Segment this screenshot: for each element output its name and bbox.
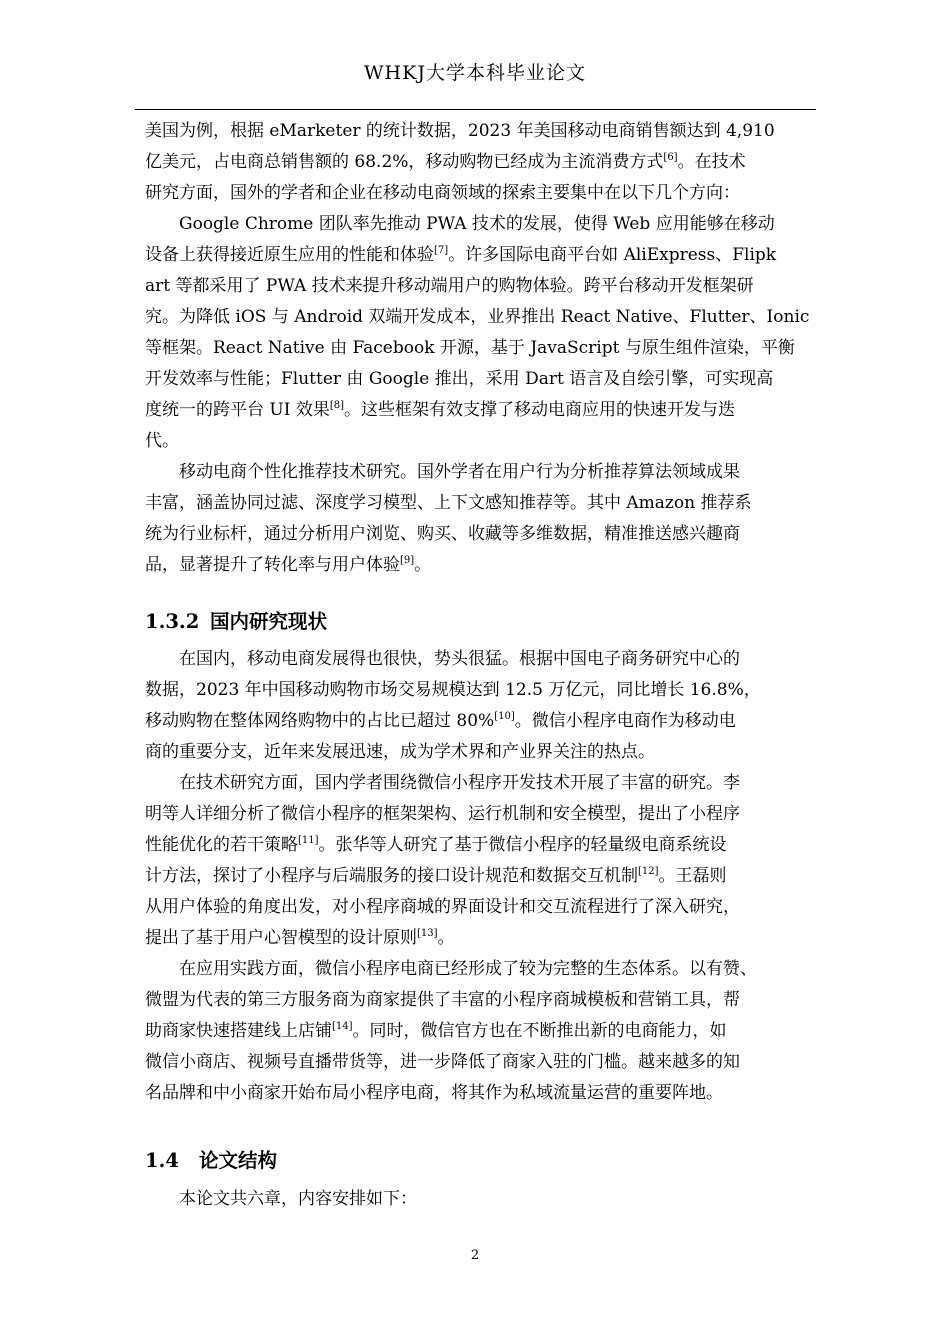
- paragraph-pwa-crossplatform: [145, 209, 813, 457]
- text-run: 从用户体验的角度出发，对小程序商城的界面设计和交互流程进行了深入研究，: [145, 897, 740, 917]
- paragraph-domestic-tech: [145, 768, 813, 954]
- text-line: [145, 395, 813, 426]
- text-line: [145, 364, 813, 395]
- text-run: 。: [437, 928, 455, 948]
- text-line: [145, 799, 813, 830]
- text-run: 等框架。React Native 由 Facebook 开源，基于 JavaScript 与原生组件渲染，平衡: [145, 338, 795, 358]
- citation-marker: [12]: [638, 866, 659, 877]
- text-line: [145, 1184, 813, 1215]
- text-line: [145, 333, 813, 364]
- text-run: 品，显著提升了转化率与用户体验: [145, 555, 400, 575]
- text-run: 。张华等人研究了基于微信小程序的轻量级电商系统设: [318, 835, 727, 855]
- text-run: 移动电商个性化推荐技术研究。国外学者在用户行为分析推荐算法领域成果: [145, 462, 740, 482]
- text-run: Google Chrome 团队率先推动 PWA 技术的发展，使得 Web 应用能够在移动: [145, 214, 775, 234]
- text-line: [145, 985, 813, 1016]
- paragraph-domestic-market: [145, 644, 813, 768]
- citation-marker: [13]: [417, 928, 438, 939]
- text-run: 代。: [145, 431, 179, 451]
- text-run: 商的重要分支，近年来发展迅速，成为学术界和产业界关注的热点。: [145, 742, 655, 762]
- text-line: [145, 706, 813, 737]
- text-run: 。: [414, 555, 432, 575]
- text-line: [145, 209, 813, 240]
- section-heading-1-4: [145, 1145, 277, 1173]
- text-line: [145, 768, 813, 799]
- citation-marker: [14]: [332, 1021, 353, 1032]
- text-line: [145, 923, 813, 954]
- paragraph-overseas-stats: [145, 116, 813, 209]
- text-run: 微盟为代表的第三方服务商为商家提供了丰富的小程序商城模板和营销工具，帮: [145, 990, 740, 1010]
- text-line: [145, 178, 813, 209]
- text-run: 。微信小程序电商作为移动电: [514, 711, 736, 731]
- text-line: [145, 147, 813, 178]
- text-line: [145, 737, 813, 768]
- citation-marker: [9]: [400, 555, 415, 566]
- text-run: 。许多国际电商平台如 AliExpress、Flipk: [448, 245, 777, 265]
- section-number: 1.3.2: [145, 610, 200, 633]
- text-line: [145, 644, 813, 675]
- paragraph-structure-intro: [145, 1184, 813, 1215]
- text-run: 性能优化的若干策略: [145, 835, 298, 855]
- text-line: [145, 302, 813, 333]
- text-line: [145, 1078, 813, 1109]
- text-line: [145, 1047, 813, 1078]
- text-line: [145, 116, 813, 147]
- text-run: 微信小商店、视频号直播带货等，进一步降低了商家入驻的门槛。越来越多的知: [145, 1052, 740, 1072]
- text-run: 设备上获得接近原生应用的性能和体验: [145, 245, 434, 265]
- text-run: 提出了基于用户心智模型的设计原则: [145, 928, 417, 948]
- text-run: art 等都采用了 PWA 技术来提升移动端用户的购物体验。跨平台移动开发框架研: [145, 276, 754, 296]
- text-line: [145, 954, 813, 985]
- text-run: 助商家快速搭建线上店铺: [145, 1021, 332, 1041]
- page-header-title: WHKJ大学本科毕业论文: [364, 62, 586, 84]
- citation-marker: [7]: [434, 245, 449, 256]
- text-run: 统为行业标杆，通过分析用户浏览、购买、收藏等多维数据，精准推送感兴趣商: [145, 524, 740, 544]
- text-line: [145, 426, 813, 457]
- text-run: 。王磊则: [658, 866, 727, 886]
- text-run: 移动购物在整体网络购物中的占比已超过 80%: [145, 711, 495, 731]
- section-title: 论文结构: [199, 1149, 278, 1172]
- text-run: 在技术研究方面，国内学者围绕微信小程序开发技术开展了丰富的研究。李: [145, 773, 740, 793]
- citation-marker: [10]: [494, 711, 515, 722]
- section-number: 1.4: [145, 1149, 179, 1172]
- text-run: 本论文共六章，内容安排如下：: [145, 1189, 417, 1209]
- text-line: [145, 861, 813, 892]
- text-run: 。这些框架有效支撑了移动电商应用的快速开发与迭: [344, 400, 736, 420]
- text-line: [145, 271, 813, 302]
- text-line: [145, 892, 813, 923]
- section-heading-1-3-2: [145, 606, 327, 634]
- text-run: 在应用实践方面，微信小程序电商已经形成了较为完整的生态体系。以有赞、: [145, 959, 757, 979]
- text-run: 计方法，探讨了小程序与后端服务的接口设计规范和数据交互机制: [145, 866, 638, 886]
- text-line: [145, 550, 813, 581]
- text-run: 在国内，移动电商发展得也很快，势头很猛。根据中国电子商务研究中心的: [145, 649, 740, 669]
- text-run: 度统一的跨平台 UI 效果: [145, 400, 330, 420]
- text-line: [145, 488, 813, 519]
- citation-marker: [11]: [298, 835, 319, 846]
- text-line: [145, 240, 813, 271]
- text-run: 研究方面，国外的学者和企业在移动电商领域的探索主要集中在以下几个方向：: [145, 183, 740, 203]
- text-line: [145, 830, 813, 861]
- citation-marker: [6]: [663, 152, 678, 163]
- text-run: 。同时，微信官方也在不断推出新的电商能力，如: [352, 1021, 727, 1041]
- text-run: 究。为降低 iOS 与 Android 双端开发成本，业界推出 React Native、Flutter、Ionic: [145, 307, 810, 327]
- text-run: 数据，2023 年中国移动购物市场交易规模达到 12.5 万亿元，同比增长 16.8%，: [145, 680, 761, 700]
- text-run: 名品牌和中小商家开始布局小程序电商，将其作为私域流量运营的重要阵地。: [145, 1083, 723, 1103]
- text-run: 亿美元，占电商总销售额的 68.2%，移动购物已经成为主流消费方式: [145, 152, 664, 172]
- header-divider: [135, 109, 816, 110]
- paragraph-domestic-practice: [145, 954, 813, 1109]
- text-run: 明等人详细分析了微信小程序的框架架构、运行机制和安全模型，提出了小程序: [145, 804, 740, 824]
- text-line: [145, 1016, 813, 1047]
- text-line: [145, 457, 813, 488]
- text-run: 丰富，涵盖协同过滤、深度学习模型、上下文感知推荐等。其中 Amazon 推荐系: [145, 493, 752, 513]
- paragraph-recommendation: [145, 457, 813, 581]
- section-title: 国内研究现状: [210, 610, 328, 633]
- text-run: 开发效率与性能；Flutter 由 Google 推出，采用 Dart 语言及自绘引擎，可实现高: [145, 369, 774, 389]
- page-number: 2: [470, 1248, 480, 1263]
- text-run: 美国为例，根据 eMarketer 的统计数据，2023 年美国移动电商销售额达到 4,910: [145, 121, 775, 141]
- text-run: 。在技术: [677, 152, 746, 172]
- text-line: [145, 519, 813, 550]
- citation-marker: [8]: [329, 400, 345, 411]
- text-line: [145, 675, 813, 706]
